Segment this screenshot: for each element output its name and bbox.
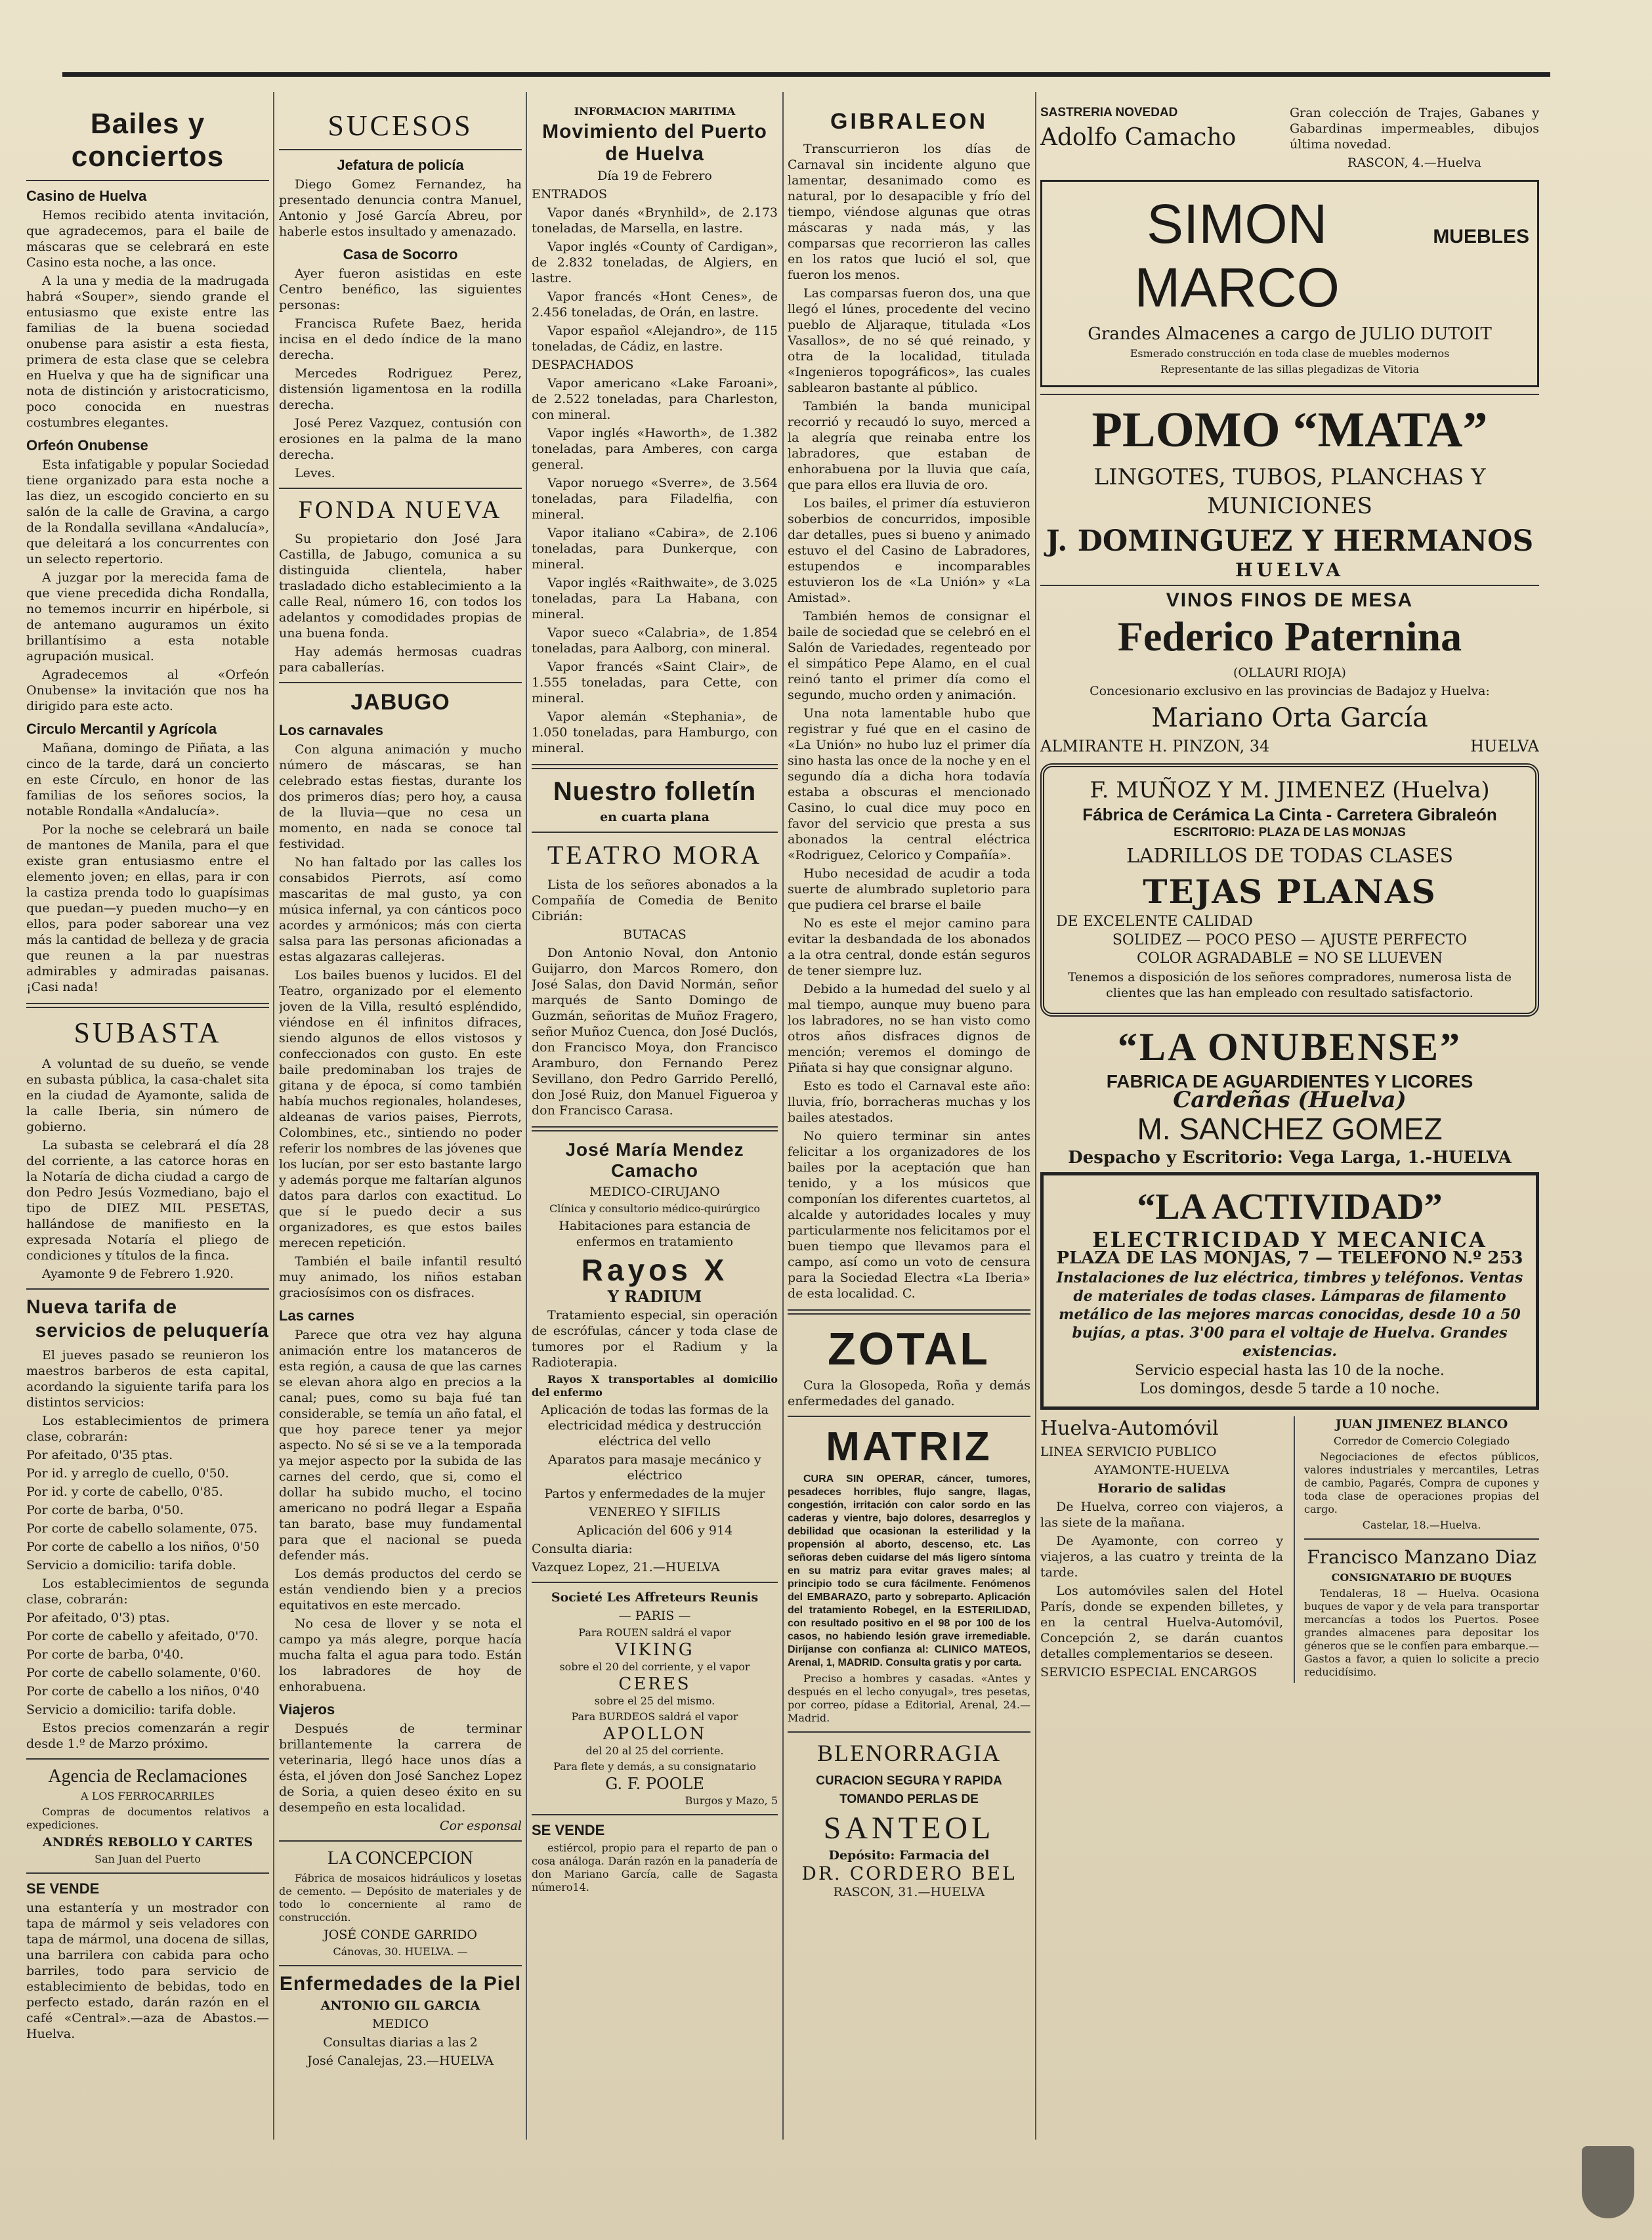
ollauri-label: (OLLAURI RIOJA) — [1233, 666, 1346, 680]
price-line: Por corte de barba, 0'40. — [26, 1647, 184, 1662]
piel-heading: Enfermedades de la Piel — [279, 1973, 522, 1995]
paragraph: Los demás productos del cerdo se están vendiendo bien y a precios equitativos en este mercado. — [279, 1567, 522, 1613]
paragraph: Con alguna animación y mucho número de máscaras, se han celebrado estas fiestas, durante los dos primeros días; pero hoy, a causa de la lluvia—que no cesa un momento, en nada se conoce tal festividad. — [279, 742, 522, 851]
paragraph: Esta infatigable y popular Sociedad tiene organizado para esta noche a las diez, un escogido concierto en su salón de la calle de Gravina, a cargo de la Rondalla sevillana «Andalucía», que deleitará a los concurrentes con un selecto repertorio. — [26, 457, 269, 566]
paragraph: Cura la Glosopeda, Roña y demás enfermedades del ganado. — [788, 1378, 1030, 1408]
paris-label: — PARIS — — [618, 1609, 691, 1623]
price-line: Por corte de cabello a los niños, 0'40 — [26, 1684, 260, 1699]
paragraph: De Huelva, correo con viajeros, a las siete de la mañana. — [1040, 1500, 1283, 1530]
ship-entry: Vapor español «Alejandro», de 115 toneladas, de Cádiz, en lastre. — [532, 324, 778, 354]
plomo-mata-title: PLOMO “MATA” — [1091, 402, 1488, 457]
piel-name: ANTONIO GIL GARCIA — [320, 1998, 480, 2013]
sevende-heading: SE VENDE — [26, 1880, 100, 1897]
calidad-label: DE EXCELENTE CALIDAD — [1056, 914, 1253, 930]
info-label: INFORMACION MARITIMA — [574, 105, 736, 117]
paternina-title: Federico Paternina — [1117, 613, 1462, 660]
consulta-label: Consulta diaria: — [532, 1542, 633, 1556]
jabugo-heading: JABUGO — [350, 690, 450, 715]
paragraph: Aparatos para masaje mecánico y eléctrico — [548, 1452, 761, 1483]
paragraph: José Perez Vazquez, contusión con erosiones en la palma de la mano derecha. — [279, 416, 522, 462]
paragraph: Para flete y demás, a su consignatario — [553, 1760, 756, 1773]
paragraph: Hemos recibido atenta invitación, que agradecemos, para el baile de máscaras que se celebrará en este Casino esta noche, a las once. — [26, 208, 269, 270]
paragraph: Los establecimientos de primera clase, cobrarán: — [26, 1414, 269, 1444]
paragraph: Aplicación del 606 y 914 — [576, 1523, 733, 1538]
right-small-ads — [1294, 1416, 1539, 1683]
section-label: BUTACAS — [623, 927, 687, 942]
paragraph: Una nota lamentable hubo que registrar y fué que en el casino de «La Unión» no hubo luz el primer día sino hasta las once de la noche y en el segundo día a dicha hora todavía estaba a obscuras el mencionado Casino, lo cual dice muy poco en favor del servicio que presta a sus abonados la central eléctrica «Rodriguez, Celorico y Compañía». — [788, 706, 1030, 862]
domingos-label: Los domingos, desde 5 tarde a 10 noche. — [1139, 1381, 1440, 1397]
divider — [1040, 585, 1539, 586]
paragraph: Las comparsas fueron dos, una que llegó el lúnes, procedente del vecino pueblo de Aljaraque, titulada «Los Vasallos», de no sé qué reinado, y otra de la localidad, titulada «Ingenieros topográficos», las cuales sablearon bastante al público. — [788, 286, 1030, 395]
auto-title: Huelva-Automóvil — [1040, 1417, 1219, 1440]
muebles-label: MUEBLES — [1433, 226, 1529, 247]
paragraph: Gran colección de Trajes, Gabanes y Gabardinas impermeables, dibujos última novedad. — [1290, 106, 1539, 152]
paragraph: Los establecimientos de segunda clase, cobrarán: — [26, 1576, 269, 1607]
consignatario-label: CONSIGNATARIO DE BUQUES — [1331, 1571, 1512, 1584]
fonda-heading: FONDA NUEVA — [298, 496, 503, 524]
paragraph: Mercedes Rodriguez Perez, distensión ligamentosa en la rodilla derecha. — [279, 366, 522, 412]
mendez-clinic: Clínica y consultorio médico-quirúrgico — [549, 1202, 760, 1215]
cordero-name: DR. CORDERO BEL — [801, 1863, 1017, 1884]
folletin-heading: Nuestro folletín — [553, 777, 757, 806]
divider — [788, 1731, 1030, 1733]
paragraph: El jueves pasado se reunieron los maestros barberos de esta capital, acordando la siguiente tarifa para los distintos servicios: — [26, 1348, 269, 1410]
price-line: Por corte de cabello y afeitado, 0'70. — [26, 1629, 259, 1643]
teatro-heading: TEATRO MORA — [547, 840, 763, 870]
camacho-name: Adolfo Camacho — [1040, 124, 1237, 151]
paragraph: Por la noche se celebrará un baile de mantones de Manila, para el que existe gran entusiasmo entre el elemento joven; en ellas, para ir con la castiza prenda todo lo guapísimas que puedan—y pueden mucho—y en ellos, para poder saborear una vez más la cantidad de belleza y de gracia que reunen a la par nuestras admirables y admiradas paisanas. ¡Casi nada! — [26, 822, 269, 994]
top-rule — [62, 72, 1550, 77]
sastreria-address: RASCON, 4.—Huelva — [1347, 156, 1481, 170]
poole-name: G. F. POOLE — [605, 1775, 704, 1793]
bailes-heading: Bailes y conciertos — [71, 108, 224, 173]
subasta-heading: SUBASTA — [74, 1017, 222, 1049]
paragraph: Preciso a hombres y casadas. «Antes y después en el lecho conyugal», tres pesetas, por correo, pídase a Editorial, Arenal, 24.—Madrid. — [788, 1672, 1030, 1724]
carnes-heading: Las carnes — [279, 1307, 354, 1324]
tarifa-heading-2: servicios de peluquería — [35, 1320, 269, 1342]
paragraph: También el baile infantil resultó muy animado, los niños estaban graciosísimos con os disfraces. — [279, 1254, 522, 1300]
venereo-label: VENEREO Y SIFILIS — [589, 1505, 721, 1519]
column-1 — [26, 105, 269, 2044]
paragraph: Tenemos a disposición de los señores compradores, numerosa lista de clientes que las han empleado con resultado satisfactorio. — [1067, 970, 1512, 1000]
munoz-jimenez-ad — [1040, 763, 1539, 1017]
concepcion-name: JOSÉ CONDE GARRIDO — [324, 1928, 477, 1942]
signature: Cor esponsal — [439, 1819, 522, 1833]
color-label: COLOR AGRADABLE = NO SE LLUEVEN — [1137, 950, 1443, 967]
huelva-automovil-ad — [1040, 1416, 1283, 1683]
movimiento-heading: Movimiento del Puerto de Huelva — [542, 121, 767, 165]
tejas-title: TEJAS PLANAS — [1143, 872, 1437, 911]
paragraph: Francisca Rufete Baez, herida incisa en el dedo índice de la mano derecha. — [279, 316, 522, 362]
ship-entry: Vapor americano «Lake Faroani», de 2.522 toneladas, para Charleston, con mineral. — [532, 376, 778, 422]
paragraph: Negociaciones de efectos públicos, valores industriales y mercantiles, Letras de cambio, Pagarés, Compra de cupones y toda clase de operaciones propias del cargo. — [1304, 1450, 1539, 1515]
paragraph: No cesa de llover y se nota el campo ya más alegre, porque hacía mucha falta el agua para todo. Están los labradores de hoy de enhorabuena. — [279, 1617, 522, 1694]
ship-entry: Vapor alemán «Stephania», de 1.050 toneladas, para Hamburgo, con mineral. — [532, 709, 778, 755]
vessel-name: VIKING — [615, 1640, 694, 1660]
agencia-subtitle: A LOS FERROCARRILES — [81, 1790, 215, 1802]
paragraph: Transcurrieron los días de Carnaval sin incidente alguno que lamentar, desanimado como es natural, por lo desapacible y frío del tiempo, viéndose algunas que otras máscaras y nada más, y las comparsas que recorrieron las calles en los ratos que lució el sol, que fueron los menos. — [788, 142, 1030, 282]
horario-label: Horario de salidas — [1097, 1481, 1226, 1496]
cinta-label: Fábrica de Cerámica La Cinta - Carretera Gibraleón — [1082, 805, 1497, 824]
paragraph: Debido a la humedad del suelo y al mal tiempo, aunque muy bueno para los labradores, no se han visto como otros años disfraces dignos de mención; veremos el domingo de Piñata si hay que consignar alguno. — [788, 982, 1030, 1075]
paragraph: La subasta se celebrará el día 28 del corriente, a las catorce horas en la Notaría de dicha ciudad a cargo de don Pedro Jesús Vozmediano, bajo el tipo de DIEZ MIL PESETAS, hallándose de manifiesto en la expresada Notaría el pliego de condiciones y títulos de la finca. — [26, 1138, 269, 1263]
paragraph: Esto es todo el Carnaval este año: lluvia, frío, borracheras muchas y los bailes atestados. — [788, 1079, 1030, 1125]
electricidad-label: ELECTRICIDAD Y MECANICA — [1092, 1227, 1487, 1252]
sucesos-heading: SUCESOS — [328, 110, 473, 142]
escritorio-label: ESCRITORIO: PLAZA DE LAS MONJAS — [1174, 826, 1406, 839]
paragraph: Concesionario exclusivo en las provincias de Badajoz y Huelva: — [1090, 684, 1490, 698]
divider — [532, 764, 778, 769]
vinos-label: VINOS FINOS DE MESA — [1166, 589, 1414, 611]
ship-entry: Vapor inglés «Raithwaite», de 3.025 toneladas, para La Habana, con mineral. — [532, 576, 778, 622]
poole-address: Burgos y Mazo, 5 — [685, 1794, 778, 1807]
rayos-heading: Rayos X — [581, 1253, 729, 1287]
paragraph: No han faltado por las calles los consabidos Pierrots, así como mascaritas de mal gusto, ya con música infernal, ya con cánticos poco acordes y armónicos; más con cierta salsa para las personas aficionadas a estas algazaras callejeras. — [279, 855, 522, 964]
divider — [788, 1309, 1030, 1315]
divider — [26, 180, 269, 181]
jefatura-heading: Jefatura de policía — [337, 157, 464, 173]
munoz-title: F. MUÑOZ Y M. JIMENEZ (Huelva) — [1090, 777, 1490, 803]
paragraph: También hemos de consignar el baile de sociedad que se celebró en el Salón de Variedades, regenteado por el simpático Pepe Alamo, en el cual reinó tanto el primer día como el segundo, mucho orden y animación. — [788, 609, 1030, 702]
cardenas-label: Cardeñas (Huelva) — [1173, 1087, 1407, 1113]
price-line: Por id. y corte de cabello, 0'85. — [26, 1485, 223, 1499]
column-divider — [273, 92, 274, 2140]
sastreria-label: SASTRERIA NOVEDAD — [1040, 106, 1178, 119]
column-divider — [1035, 92, 1036, 2140]
sanchez-name: M. SANCHEZ GOMEZ — [1137, 1112, 1443, 1146]
orfeon-heading: Orfeón Onubense — [26, 437, 148, 454]
orta-name: Mariano Orta García — [1151, 703, 1428, 733]
fabrica-label: FABRICA DE AGUARDIENTES Y LICORES — [1106, 1071, 1473, 1091]
piel-address: José Canalejas, 23.—HUELVA — [307, 2054, 494, 2068]
ship-entry: Vapor noruego «Sverre», de 3.564 toneladas, para Filadelfia, con mineral. — [532, 476, 778, 522]
divider — [279, 1965, 522, 1966]
price-line: Servicio a domicilio: tarifa doble. — [26, 1558, 236, 1573]
divider — [532, 1814, 778, 1815]
price-line: Por corte de barba, 0'50. — [26, 1503, 184, 1517]
paragraph: Su propietario don José Jara Castilla, de Jabugo, comunica a su distinguida clientela, haber trasladado dicho establecimiento a la calle Real, número 16, con todos los adelantos y comodidades propias de una buena fonda. — [279, 532, 522, 641]
mendez-role: MEDICO-CIRUJANO — [589, 1185, 720, 1199]
divider — [279, 1840, 522, 1842]
bleno-heading: BLENORRAGIA — [817, 1740, 1001, 1766]
orta-address: ALMIRANTE H. PINZON, 34 — [1040, 737, 1270, 755]
paragraph: A voluntad de su dueño, se vende en subasta pública, la casa-chalet sita en la ciudad de Ayamonte, salida de la calle Iberia, sin número de gobierno. — [26, 1057, 269, 1134]
paragraph: A juzgar por la merecida fama de que viene precedida dicha Rondalla, no tememos incurrir en hipérbole, si de antemano auguramos un éxito brillantísimo a esta notable agrupación musical. — [26, 570, 269, 664]
ship-entry: Vapor sueco «Calabria», de 1.854 toneladas, para Aalborg, con mineral. — [532, 625, 778, 656]
paragraph: Diego Gomez Fernandez, ha presentado denuncia contra Manuel, Antonio y José García Abreu, por haberle estos insultado y amenazado. — [279, 177, 522, 239]
paragraph: Esmerado construcción en toda clase de muebles modernos — [1130, 347, 1450, 360]
bottom-ads-row — [1040, 1416, 1539, 1683]
paragraph: No quiero terminar sin antes felicitar a los organizadores de los bailes por la aceptación que han tenido, y a los músicos que componían los diferentes cuartetos, al alcalde y autoridades locales y muy particularmente nos felicitamos por el buen tiempo que llevamos para el campo, así como un voto de censura para la Sociedad Electra «La Iberia» de esta localidad. C. — [788, 1129, 1030, 1301]
paragraph: Después de terminar brillantemente la carrera de veterinaria, llegó hace unos días a ésta, el jóven don José Sanchez Lopez de Soria, a quien deseo éxito en su desempeño en esta localidad. — [279, 1722, 522, 1815]
paragraph: Los bailes buenos y lucidos. El del Teatro, organizado por el elemento joven de la Villa, resultó espléndido, viéndose en él infinitos difraces, siendo algunos de ellos vistosos y confeccionados con gusto. En este baile predominaban los trajes de gitana y de época, sí como también había muchos regionales, holandeses, aldeanas de varios paises, Pierrots, Colombines, etc., sintiendo no poder referir los nombres de las jóvenes que los lucían, por ser esto bastante largo y además porque me faltarían algunos datos para darlos con exactitud. Lo que sí le puedo decir a sus organizadores, es que estos bailes merecen repetición. — [279, 968, 522, 1250]
paragraph: Parece que otra vez hay alguna animación entre los matanceros de esta región, a causa de que las carnes se elevan ahora algo en precios a la canal; pues, como su baja fué tan considerable, se temía un año fatal, el que hoy parece tener ya mejor aspecto. No sé si se ve a la temporada ya mejor aspecto por la subida de las carnes del cerdo, que si, como el dollar ha subido mucho, el tocino americano no podrá llegar a España tan barato, base muy fundamental para que el nacional se pueda defender más. — [279, 1328, 522, 1563]
section-label: ENTRADOS — [532, 187, 608, 201]
paragraph: Ayer fueron asistidas en este Centro benéfico, las siguientes personas: — [279, 266, 522, 312]
paragraph: Representante de las sillas plegadizas de Vitoria — [1160, 363, 1420, 375]
section-label: DESPACHADOS — [532, 358, 634, 372]
simon-marco-title: SIMON MARCO — [1134, 193, 1340, 318]
gibraleon-heading: GIBRALEON — [830, 109, 988, 134]
folletin-subtitle: en cuarta plana — [600, 810, 710, 824]
paragraph: Mañana, domingo de Piñata, a las cinco de la tarde, dará un concierto en este Círculo, en honor de las familias de los señores socios, la notable Rondalla «Andalucía». — [26, 741, 269, 818]
column-divider — [526, 92, 527, 2140]
deposito-label: Depósito: Farmacia del — [828, 1848, 990, 1863]
archive-emblem-icon — [1582, 2146, 1634, 2218]
onubense-title: “LA ONUBENSE” — [1117, 1025, 1462, 1068]
sastreria-ad — [1040, 105, 1539, 173]
column-3 — [532, 105, 778, 1897]
lingotes-label: LINGOTES, TUBOS, PLANCHAS Y MUNICIONES — [1093, 464, 1486, 519]
vessel-name: CERES — [618, 1674, 691, 1694]
orta-address-row — [1040, 737, 1539, 755]
casino-heading: Casino de Huelva — [26, 188, 147, 204]
paragraph: Compras de documentos relativos a expediciones. — [26, 1806, 269, 1831]
rascon-address: RASCON, 31.—HUELVA — [833, 1885, 985, 1899]
paragraph: Lista de los señores abonados a la Compañía de Comedia de Benito Cibrián: — [532, 877, 778, 923]
paragraph: Rayos X transportables al domicilio del enfermo — [532, 1373, 778, 1399]
price-line: Por afeitado, 0'3) ptas. — [26, 1611, 170, 1625]
paragraph: Para BURDEOS saldrá el vapor — [571, 1710, 738, 1723]
matriz-heading: MATRIZ — [826, 1424, 992, 1469]
actividad-title: “LA ACTIVIDAD” — [1137, 1187, 1443, 1227]
paragraph: sobre el 20 del corriente, y el vapor — [559, 1660, 750, 1673]
agencia-name: ANDRÉS REBOLLO Y CARTES — [42, 1835, 253, 1849]
paragraph: Grandes Almacenes a cargo de JULIO DUTOIT — [1088, 324, 1492, 344]
ship-entry: Vapor francés «Saint Clair», de 1.555 toneladas, para Cette, con mineral. — [532, 660, 778, 706]
ship-entry: Vapor inglés «Haworth», de 1.382 toneladas, para Amberes, con carga general. — [532, 426, 778, 472]
price-line: Por afeitado, 0'35 ptas. — [26, 1448, 173, 1462]
radium-label: Y RADIUM — [607, 1287, 702, 1306]
paragraph: Para ROUEN saldrá el vapor — [578, 1626, 731, 1639]
paragraph: Fábrica de mosaicos hidráulicos y losetas de cemento. — Depósito de materiales y de todo lo concerniente al ramo de construcción. — [279, 1872, 522, 1924]
paragraph: Tendaleras, 18 — Huelva. Ocasiona buques de vapor y de vela para transportar mercancías a todos los Puertos. Posee grandes almacenes para depositar los géneros que se le confíen para embarque.—Gastos a favor, a quien lo solicite a precio reducidísimo. — [1304, 1587, 1539, 1678]
ladrillos-label: LADRILLOS DE TODAS CLASES — [1126, 845, 1454, 868]
divider — [26, 1288, 269, 1290]
bleno-subtitle-2: TOMANDO PERLAS DE — [839, 1792, 979, 1806]
divider — [279, 149, 522, 150]
solidez-label: SOLIDEZ — POCO PESO — AJUSTE PERFECTO — [1112, 932, 1468, 948]
paragraph: No es este el mejor camino para evitar la desbandada de los abonados a la otra central, donde están seguros de tener siempre luz. — [788, 916, 1030, 978]
huelva-label: HUELVA — [1235, 559, 1344, 581]
paragraph: Habitaciones para estancia de enfermos en tratamiento — [559, 1219, 751, 1249]
paragraph: Hay además hermosas cuadras para caballerías. — [279, 645, 522, 675]
price-line: Por corte de cabello solamente, 0'60. — [26, 1666, 261, 1680]
mendez-heading: José María Mendez Camacho — [565, 1139, 744, 1181]
paragraph: Leves. — [295, 466, 335, 480]
orta-city: HUELVA — [1470, 737, 1539, 755]
divider — [279, 488, 522, 489]
divider — [532, 832, 778, 833]
divider — [26, 1758, 269, 1760]
ship-entry: Vapor inglés «County of Cardigan», de 2.832 toneladas, de Algiers, en lastre. — [532, 240, 778, 285]
paragraph: CURA SIN OPERAR, cáncer, tumores, pesadeces horribles, flujo sangre, llagas, congestión, irritación con calor sordo en las caderas y vientre, bajo dolores, desarreglos y debilidad que ocasionan la esterilidad y la propensión al aborto, descenso, etc. Las señoras deben cuidarse del más ligero síntoma en su matriz para evitar graves males; al principio todo se cura fácilmente. Fenómenos del EMBARAZO, parto y sobreparto. Aplicación del tratamiento Robegel, en la ESTERILIDAD, con resultado positivo en el 98 por 100 de los casos, no habiendo lesión grave irremediable. Diríjanse con confianza al: CLINICO MATEOS, Arenal, 1, MADRID. Consulta gratis y por carta. — [788, 1473, 1030, 1668]
paragraph: una estantería y un mostrador con tapa de mármol y seis veladores con tapa de mármol, una docena de sillas, una barrilera con cabida para ocho barriles, todo para servicio de establecimiento de bebidas, todo en perfecto estado, darán razón en el café «Central».—aza de Abastos.—Huelva. — [26, 1901, 269, 2041]
paragraph: Partos y enfermedades de la mujer — [544, 1487, 765, 1501]
agencia-address: San Juan del Puerto — [95, 1853, 201, 1865]
paragraph: Los bailes, el primer día estuvieron soberbios de concurridos, imposible dar detalles, pues si bueno y animado estuvo el del Casino de Labradores, estupendos e incomparables estuvieron los de «La Unión» y «La Amistad». — [788, 496, 1030, 605]
piel-hours: Consultas diarias a las 2 — [323, 2035, 478, 2050]
mendez-address: Vazquez Lopez, 21.—HUELVA — [532, 1560, 720, 1574]
divider — [532, 1126, 778, 1131]
dominguez-name: J. DOMINGUEZ Y HERMANOS — [1046, 524, 1534, 558]
paragraph: estiércol, propio para el reparto de pan o cosa análoga. Darán razón en la panadería de don Mariano García, calle de Sagasta número14. — [532, 1842, 778, 1893]
paragraph: sobre el 25 del mismo. — [594, 1695, 715, 1707]
paragraph: del 20 al 25 del corriente. — [585, 1744, 724, 1757]
auto-route: AYAMONTE-HUELVA — [1094, 1463, 1229, 1477]
zotal-heading: ZOTAL — [827, 1323, 991, 1374]
concepcion-heading: LA CONCEPCION — [328, 1848, 473, 1869]
ship-entry: Vapor francés «Hont Cenes», de 2.456 toneladas, de Orán, en lastre. — [532, 289, 778, 320]
tarifa-heading: Nueva tarifa de — [26, 1296, 178, 1318]
ship-company: Societé Les Affreteurs Reunis — [551, 1590, 759, 1605]
ship-entry: Vapor italiano «Cabira», de 2.106 toneladas, para Dunkerque, con mineral. — [532, 526, 778, 572]
paragraph: De Ayamonte, con correo y viajeros, a las cuatro y treinta de la tarde. — [1040, 1534, 1283, 1580]
price-line: Por corte de cabello solamente, 075. — [26, 1521, 258, 1536]
price-line: Servicio a domicilio: tarifa doble. — [26, 1702, 236, 1717]
paragraph: A la una y media de la madrugada habrá «Souper», siendo grande el entusiasmo que existe entre las familias de la buena sociedad onubense para asistir a esta fiesta, primera de esta clase que se celebra en Huelva y que ha de significar una nota de distinción y aristocraticismo, poco conocida en nuestras costumbres elegantes. — [26, 274, 269, 430]
column-4 — [788, 105, 1030, 1903]
paragraph: Instalaciones de luz eléctrica, timbres y teléfonos. Ventas de materiales de todas clases. Lámparas de filamento metálico de las mejores marcas conocidas, desde 10 a 50 bujías, a ptas. 3'00 para el voltaje de Huelva. Grandes existencias. — [1056, 1269, 1523, 1360]
servicio-label: Servicio especial hasta las 10 de la noche. — [1135, 1363, 1445, 1379]
concepcion-address: Cánovas, 30. HUELVA. — — [333, 1945, 468, 1958]
divider — [532, 1582, 778, 1583]
piel-role: MEDICO — [371, 2017, 429, 2031]
manzano-name: Francisco Manzano Diaz — [1307, 1546, 1536, 1568]
paragraph: Ayamonte 9 de Febrero 1.920. — [42, 1267, 234, 1281]
paragraph: Los automóviles salen del Hotel París, donde se expenden billetes, y en la central Huelva-Automóvil, Concepción 2, se darán cuantos detalles complementarios se deseen. — [1040, 1584, 1283, 1661]
sevende2-heading: SE VENDE — [532, 1822, 605, 1838]
date: Día 19 de Febrero — [597, 169, 712, 183]
paragraph: Hubo necesidad de acudir a toda suerte de alumbrado supletorio para que pudiera cel brarse el baile — [788, 866, 1030, 912]
carnavales-heading: Los carnavales — [279, 722, 383, 738]
paragraph: Don Antonio Noval, don Antonio Guijarro, don Marcos Romero, don José Salas, don David Normán, señor marqués de Santo Domingo de Guzmán, señoritas de Muñoz Fragero, señor Muñoz Cuenca, don José Duclós, don Francisco Moya, don Francisco Aramburo, don Fernando Perez Sevillano, don Pedro Garrido Perelló, don José Ruiz, don Manuel Figueroa y don Francisco Carasa. — [532, 946, 778, 1118]
viajeros-heading: Viajeros — [279, 1701, 335, 1718]
price-line: Por corte de cabello a los niños, 0'50 — [26, 1540, 260, 1554]
plaza-label: PLAZA DE LAS MONJAS, 7 — TELEFONO N.º 253 — [1056, 1248, 1523, 1268]
circulo-heading: Circulo Mercantil y Agrícola — [26, 721, 217, 737]
jjb-role: Corredor de Comercio Colegiado — [1333, 1435, 1510, 1447]
divider — [1040, 394, 1539, 395]
paragraph: También la banda municipal recorrió y recaudó lo suyo, merced a la alegría que reinaba entre los labradores, que estaban de enhorabuena por la lluvia que caía, que para ellos era lluvia de oro. — [788, 399, 1030, 492]
despacho-label: Despacho y Escritorio: Vega Larga, 1.-HUELVA — [1068, 1148, 1512, 1168]
ship-entry: Vapor danés «Brynhild», de 2.173 toneladas, de Marsella, en lastre. — [532, 205, 778, 236]
paragraph: Tratamiento especial, sin operación de escrófulas, cáncer y toda clase de tumores por el Radium y la Radioterapia. — [532, 1308, 778, 1370]
divider — [1304, 1538, 1539, 1540]
auto-line: LINEA SERVICIO PUBLICO — [1040, 1445, 1217, 1459]
paragraph: Agradecemos al «Orfeón Onubense» la invitación que nos ha dirigido para este acto. — [26, 667, 269, 713]
socorro-heading: Casa de Socorro — [343, 246, 458, 263]
jjb-address: Castelar, 18.—Huelva. — [1362, 1519, 1481, 1531]
column-2 — [279, 105, 522, 2071]
column-5-ads — [1040, 105, 1539, 1683]
bleno-subtitle: CURACION SEGURA Y RAPIDA — [816, 1774, 1002, 1788]
divider — [788, 1416, 1030, 1417]
simon-marco-ad — [1040, 180, 1539, 387]
santeol-heading: SANTEOL — [823, 1811, 995, 1846]
paragraph: Estos precios comenzarán a regir desde 1.º de Marzo próximo. — [26, 1721, 269, 1751]
price-line: Por id. y arreglo de cuello, 0'50. — [26, 1466, 229, 1481]
vessel-name: APOLLON — [603, 1724, 707, 1744]
divider — [26, 1872, 269, 1874]
column-divider — [782, 92, 784, 2140]
jjb-name: JUAN JIMENEZ BLANCO — [1335, 1417, 1508, 1431]
divider — [279, 682, 522, 683]
actividad-ad — [1040, 1172, 1539, 1410]
paragraph: SERVICIO ESPECIAL ENCARGOS — [1040, 1665, 1258, 1680]
paragraph: Aplicación de todas las formas de la electricidad médica y destrucción eléctrica del vello — [541, 1403, 769, 1448]
divider — [26, 1003, 269, 1008]
agencia-heading: Agencia de Reclamaciones — [48, 1766, 247, 1786]
